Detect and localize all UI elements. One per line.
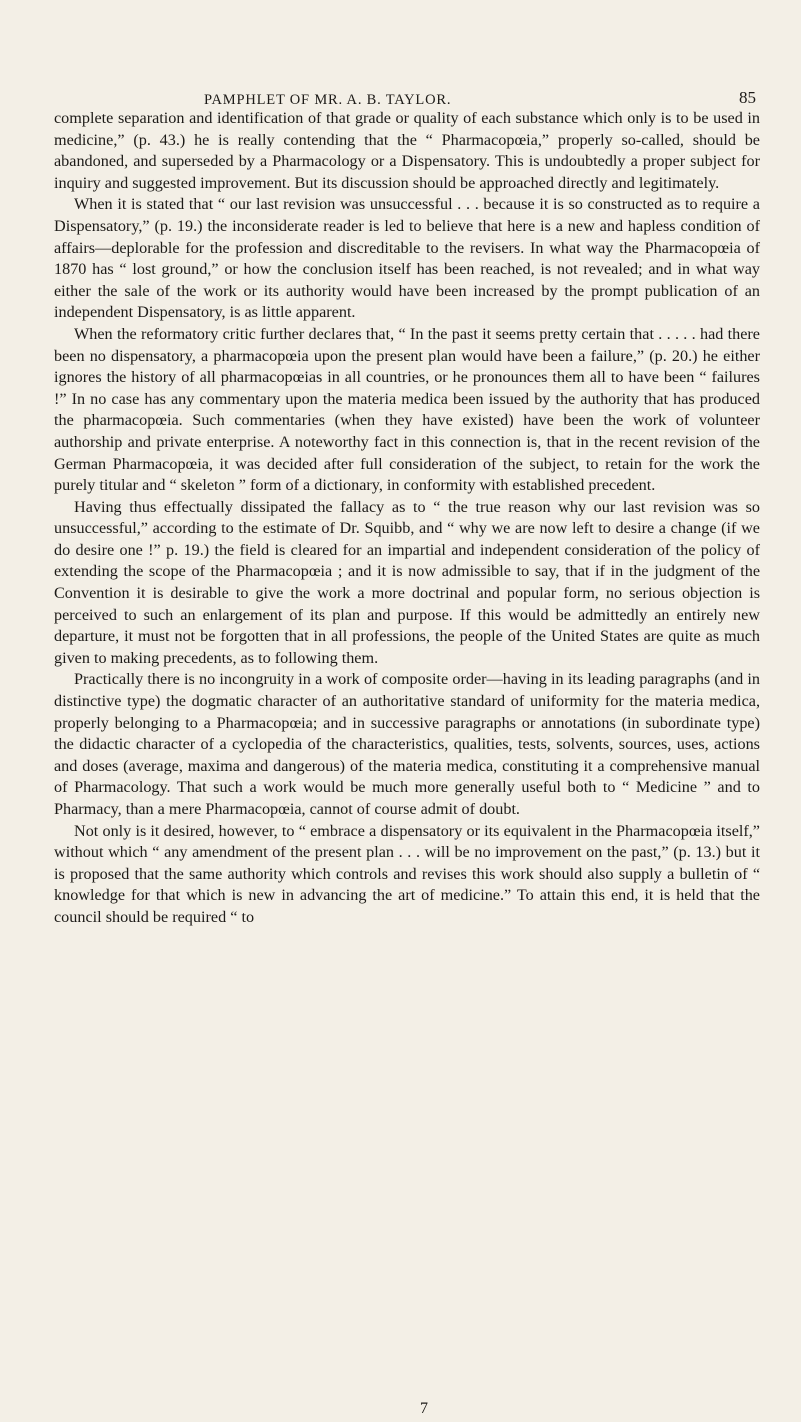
paragraph-6: Not only is it desired, however, to “ embrace a dispensatory or its equivalent in the Pharmacopœia itself,” without which “ any amendment of the present plan . . . will be no improvement on the past,” (p. 13.) but it is proposed that the same authority which controls and revises this work should also supply a bulletin of “ knowledge for that which is new in advancing the art of medicine.” To attain this end, it is held that the council should be required “ to	[54, 821, 760, 926]
paragraph-4: Having thus effectually dissipated the fallacy as to “ the true reason why our last revision was so unsuccessful,” according to the estimate of Dr. Squibb, and “ why we are now left to desire a change (if we do desire one !” p. 19.) the field is cleared for an impartial and independent consideration of the policy of extending the scope of the Pharmacopœia ; and it is now admissible to say, that if in the judgment of the Convention it is desirable to give the work a more doctrinal and popular form, no serious objection is perceived to such an enlargement of its plan and purpose. If this would be admittedly an entirely new departure, it must not be forgotten that in all professions, the people of the United States are quite as much given to making precedents, as to following them.	[54, 497, 760, 667]
paragraph-5: Practically there is no incongruity in a work of composite order—having in its leading paragraphs (and in distinctive type) the dogmatic character of an authoritative standard of uniformity for the materia medica, properly belonging to a Pharmacopœia; and in successive paragraphs or annotations (in subordinate type) the didactic character of a cyclopedia of the characteristics, qualities, tests, solvents, sources, uses, actions and doses (average, maxima and dangerous) of the materia medica, constituting it a comprehensive manual of Pharmacology. That such a work would be much more generally useful both to “ Medicine ” and to Pharmacy, than a mere Pharmacopœia, cannot of course admit of doubt.	[54, 670, 760, 818]
signature-mark: 7	[420, 1400, 428, 1417]
book-page	[54, 0, 760, 1422]
body-text	[54, 108, 760, 929]
page-header	[54, 0, 760, 108]
running-head: PAMPHLET OF MR. A. B. TAYLOR.	[204, 92, 452, 108]
page-number: 85	[739, 88, 756, 107]
paragraph-1: complete separation and identification of that grade or quality of each substance which only is to be used in medicine,” (p. 43.) he is really contending that the “ Pharmacopœia,” properly so-called, should be abandoned, and superseded by a Pharmacology or a Dispensatory. This is undoubtedly a proper subject for inquiry and suggested improvement. But its discussion should be approached directly and legitimately.	[54, 109, 760, 192]
paragraph-3: When the reformatory critic further declares that, “ In the past it seems pretty certain that . . . . . had there been no dispensatory, a pharmacopœia upon the present plan would have been a failure,” (p. 20.) he either ignores the history of all pharmacopœias in all countries, or he pronounces them all to have been “ failures !” In no case has any commentary upon the materia medica been issued by the authority that has produced the pharmacopœia. Such commentaries (when they have existed) have been the work of volunteer authorship and private enterprise. A noteworthy fact in this connection is, that in the recent revision of the German Pharmacopœia, it was decided after full consideration of the subject, to retain for the work the purely titular and “ skeleton ” form of a dictionary, in conformity with established precedent.	[54, 324, 760, 495]
paragraph-2: When it is stated that “ our last revision was unsuccessful . . . because it is so constructed as to require a Dispensatory,” (p. 19.) the inconsiderate reader is led to believe that here is a new and hapless condition of affairs—deplorable for the profession and discreditable to the revisers. In what way the Pharmacopœia of 1870 has “ lost ground,” or how the conclusion itself has been reached, is not revealed; and in what way either the sale of the work or its authority would have been increased by the prompt publication of an independent Dispensatory, is as little apparent.	[54, 195, 760, 322]
